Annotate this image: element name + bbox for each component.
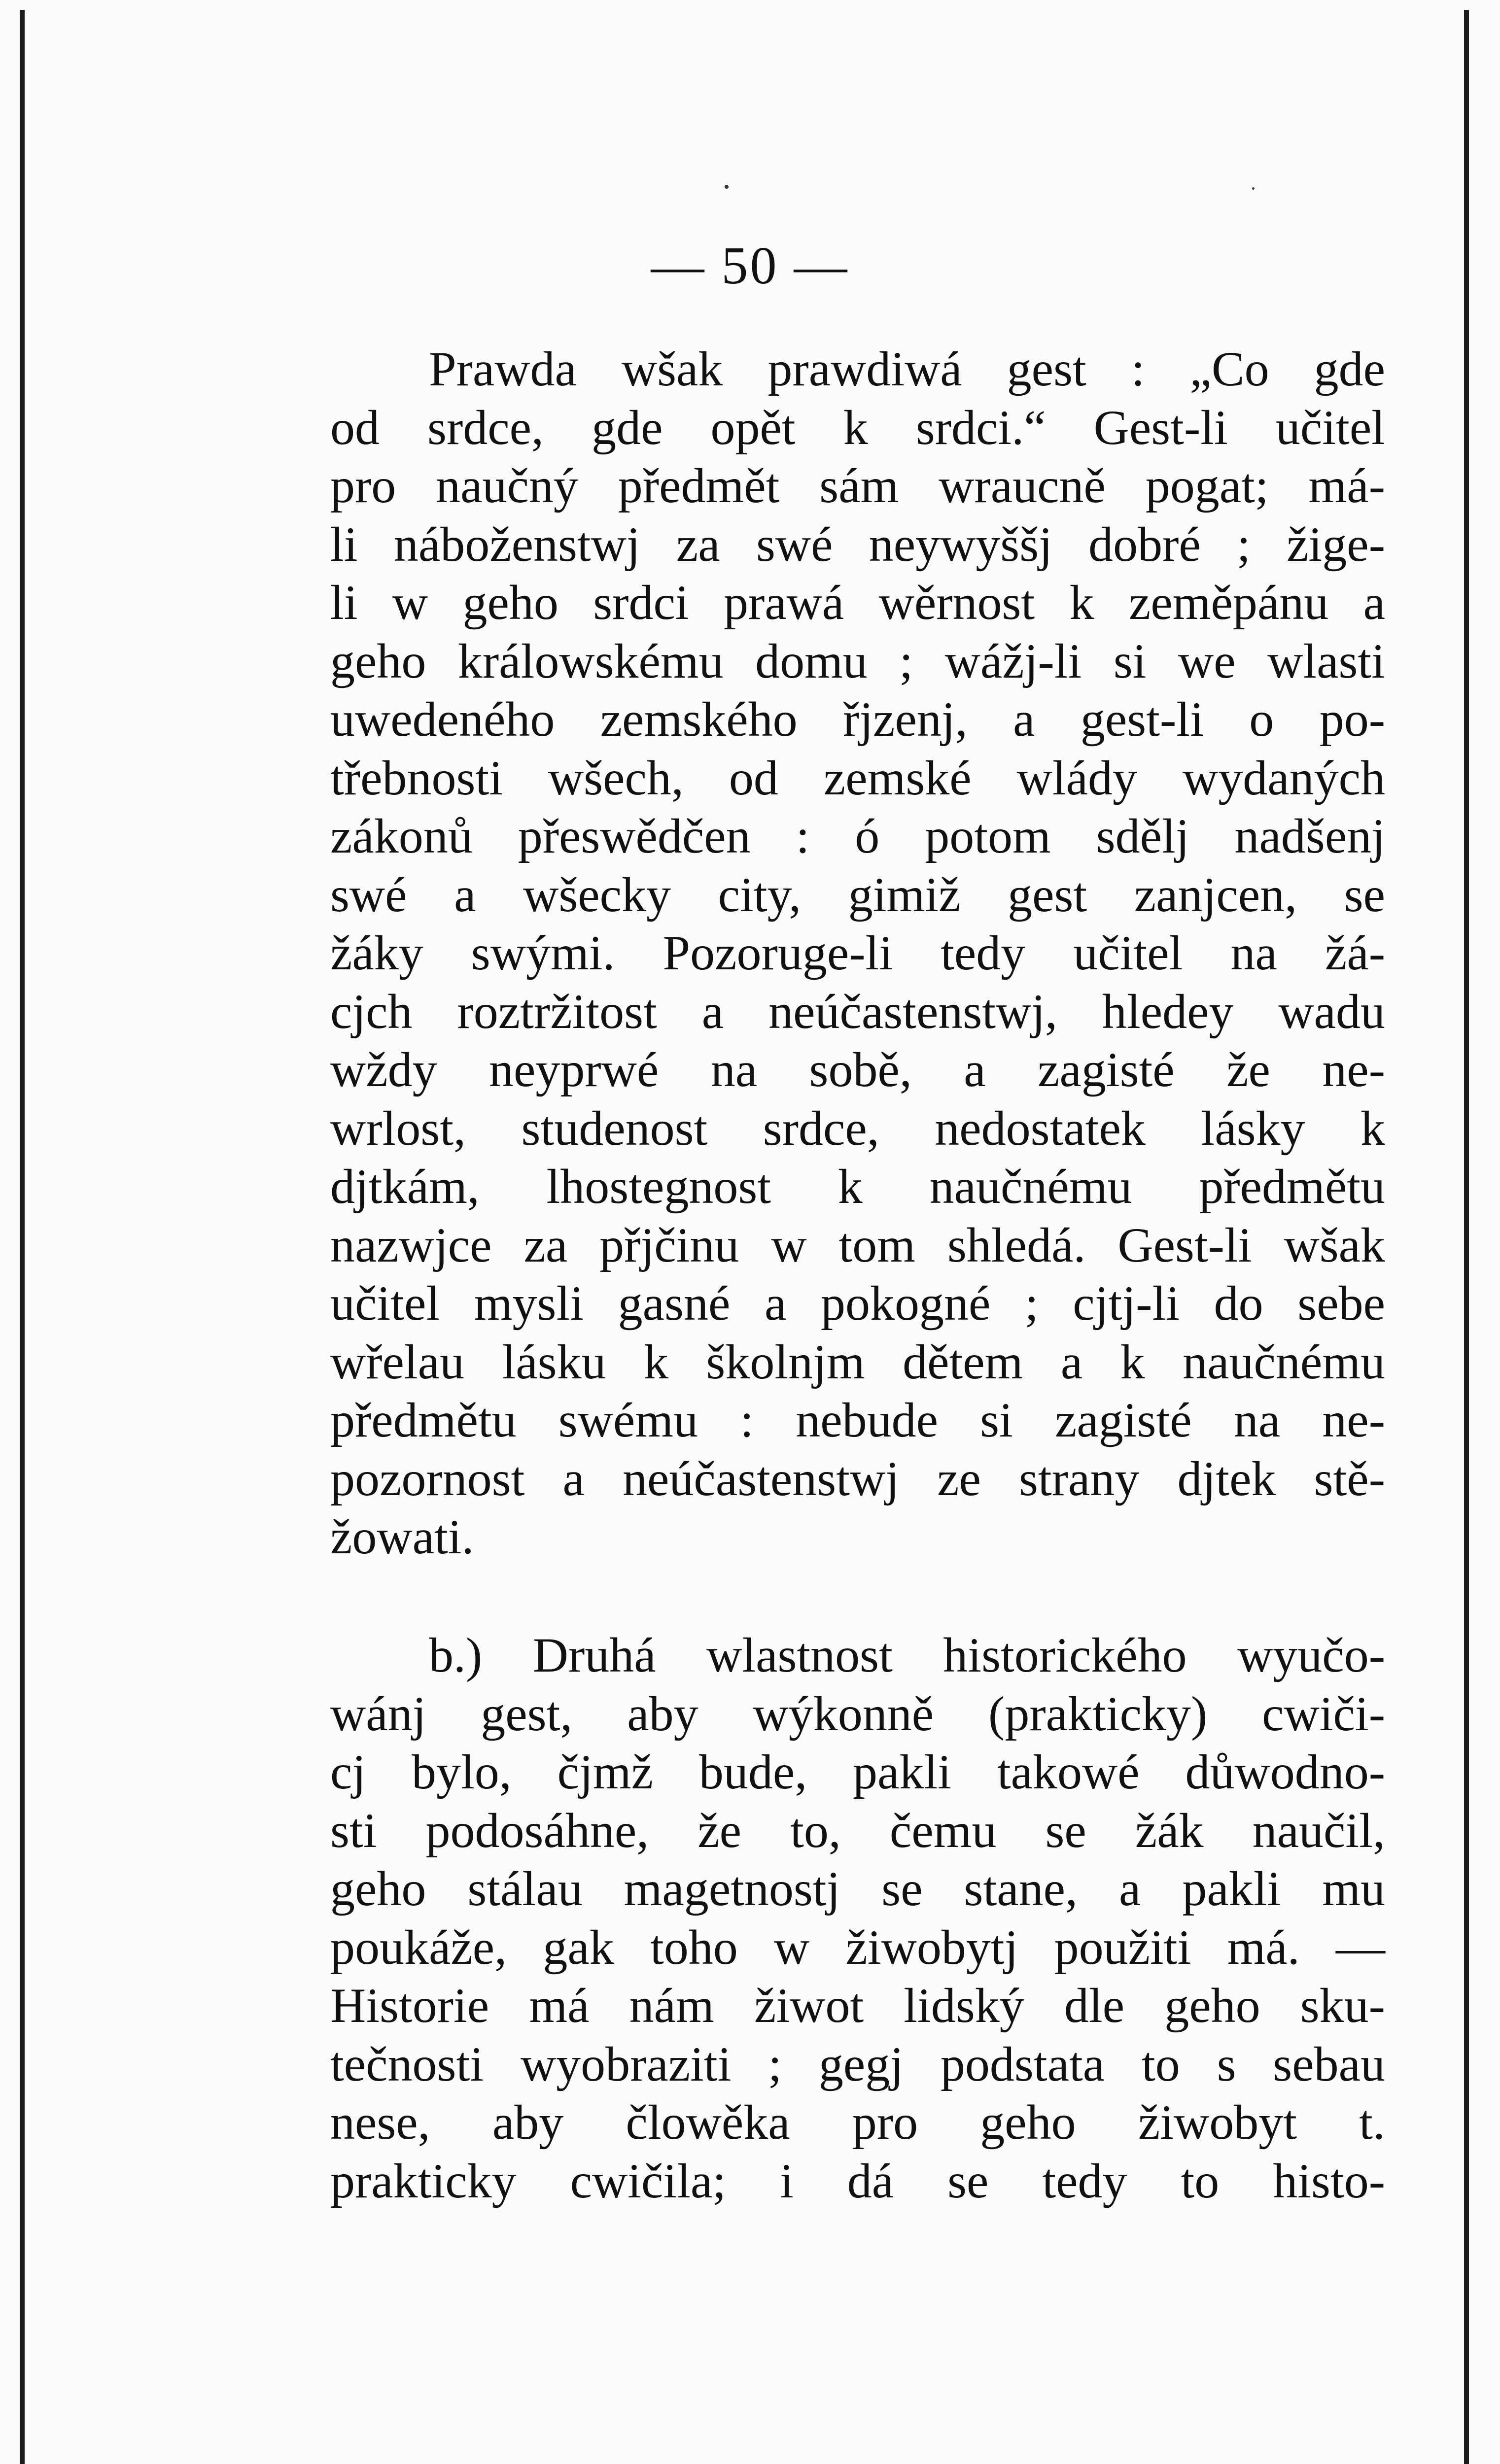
text-line: wánj gest, aby wýkonně (prakticky) cwiči- [330,1686,1385,1741]
text-line: geho stálau magetnostj se stane, a pakli mu [330,1861,1385,1916]
text-line: žowati. [330,1509,474,1564]
text-line: wřelau lásku k školnjm dětem a k naučnému [330,1334,1385,1389]
text-line: geho králowskému domu ; wážj-li si we wlasti [330,633,1385,688]
text-line: b.) Druhá wlastnost historického wyučo- [429,1628,1385,1682]
text-line: li náboženstwj za swé neywyššj dobré ; žige- [330,516,1385,572]
text-line: nazwjce za přjčinu w tom shledá. Gest-li wšak [330,1217,1385,1272]
text-line: předmětu swému : nebude si zagisté na ne- [330,1393,1385,1447]
text-line: wždy neyprwé na sobě, a zagisté že ne- [330,1042,1385,1097]
text-line: pozornost a neúčastenstwj ze strany djtek stě- [330,1451,1385,1506]
text-line: pro naučný předmět sám wraucně pogat; má- [330,458,1385,513]
paper-speck [1252,187,1255,190]
text-line: Prawda wšak prawdiwá gest : „Co gde [429,342,1385,396]
text-line: Historie má nám žiwot lidský dle geho sku- [330,1978,1385,2033]
text-line: prakticky cwičila; i dá se tedy to histo- [330,2153,1385,2208]
text-line: poukáže, gak toho w žiwobytj použiti má. — [330,1919,1385,1975]
text-line: cjch roztržitost a neúčastenstwj, hledey wadu [330,984,1385,1039]
text-line: od srdce, gde opět k srdci.“ Gest-li učitel [330,400,1385,455]
text-line: zákonů přeswědčen : ó potom sdělj nadšenj [330,809,1385,863]
text-line: tečnosti wyobraziti ; gegj podstata to s sebau [330,2036,1385,2091]
text-line: cj bylo, čjmž bude, pakli takowé důwodno- [330,1745,1385,1799]
text-line: učitel mysli gasné a pokogné ; cjtj-li do sebe [330,1276,1385,1331]
text-line: uwedeného zemského řjzenj, a gest-li o po- [330,692,1385,747]
text-line: sti podosáhne, že to, čemu se žák naučil, [330,1803,1385,1858]
paper-speck [725,185,729,189]
text-line: nese, aby člowěka pro geho žiwobyt t. [330,2095,1385,2150]
text-line: swé a wšecky city, gimiž gest zanjcen, se [330,867,1385,922]
text-line: žáky swými. Pozoruge-li tedy učitel na žá- [330,925,1385,980]
paragraph-1 [330,340,1385,1567]
text-line: třebnosti wšech, od zemské wlády wydaných [330,750,1385,805]
text-line: wrlost, studenost srdce, nedostatek lásky k [330,1100,1385,1156]
text-line: li w geho srdci prawá wěrnost k zeměpánu a [330,575,1385,630]
paragraph-2 [330,1626,1385,2210]
page-number: — 50 — [651,237,849,295]
text-line: djtkám, lhostegnost k naučnému předmětu [330,1159,1385,1214]
